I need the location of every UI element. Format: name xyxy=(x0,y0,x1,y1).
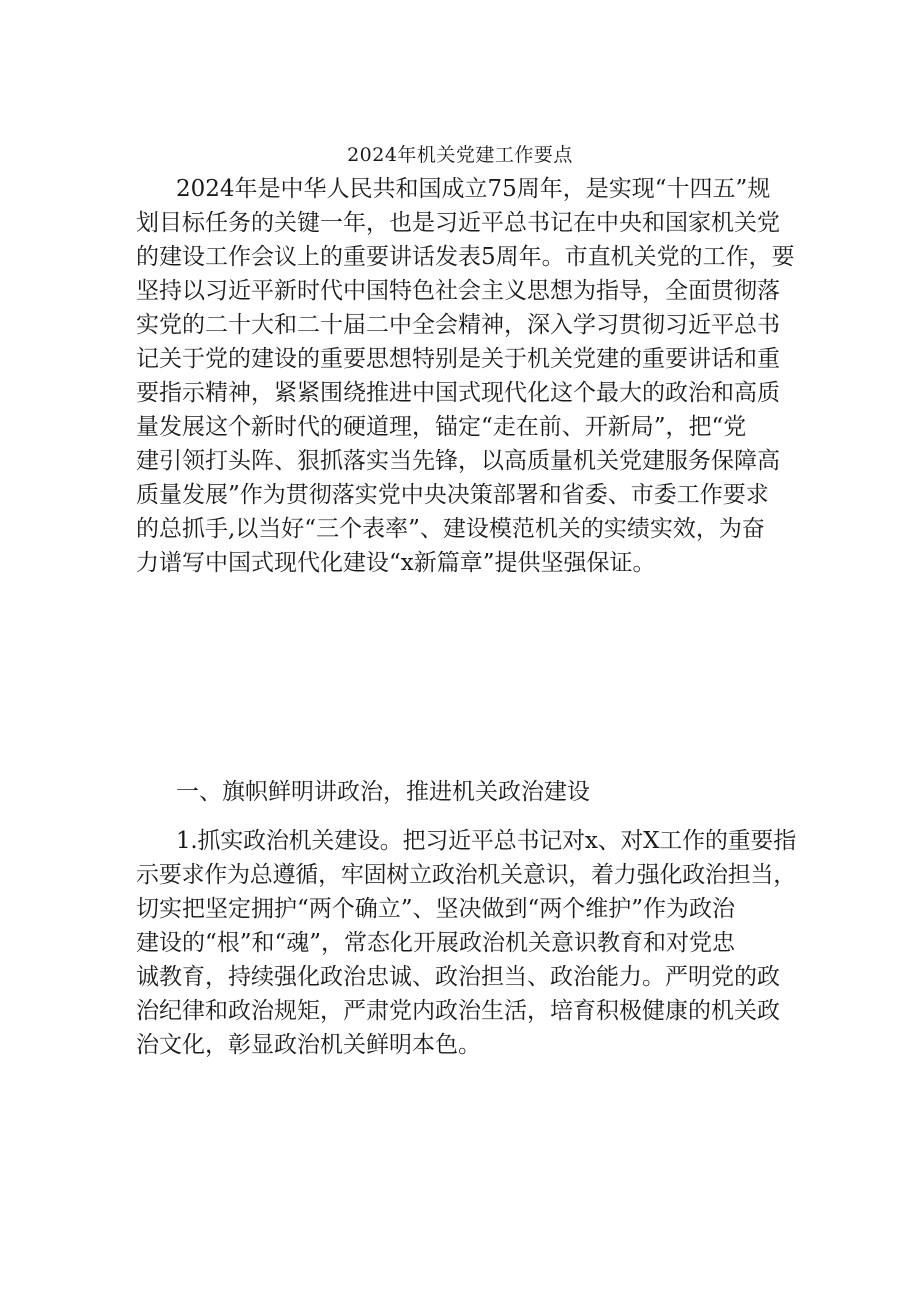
paragraph-line: 要指示精神，紧紧围绕推进中国式现代化这个最大的政治和高质 xyxy=(136,380,780,406)
paragraph-line: 量发展这个新时代的硬道理，锚定“走在前、开新局”，把“党 xyxy=(136,414,747,440)
paragraph-line: 诚教育，持续强化政治忠诚、政治担当、政治能力。严明党的政 xyxy=(136,964,780,990)
item-paragraph xyxy=(136,824,796,1062)
paragraph-line: 切实把坚定拥护“两个确立”、坚决做到“两个维护”作为政治 xyxy=(136,896,736,922)
paragraph-line: 2024年是中华人民共和国成立75周年，是实现“十四五”规 xyxy=(176,176,771,202)
paragraph-line: 记关于党的建设的重要思想特别是关于机关党建的重要讲话和重 xyxy=(136,346,780,372)
paragraph-line: 建设的“根”和“魂”，常态化开展政治机关意识教育和对党忠 xyxy=(136,930,736,956)
paragraph-line: 1.抓实政治机关建设。把习近平总书记对x、对X工作的重要指 xyxy=(176,828,796,854)
paragraph-line: 实党的二十大和二十届二中全会精神，深入学习贯彻习近平总书 xyxy=(136,312,780,338)
paragraph-line: 治文化，彰显政治机关鲜明本色。 xyxy=(136,1032,481,1058)
paragraph-line: 的总抓手,以当好“三个表率”、建设模范机关的实绩实效，为奋 xyxy=(136,516,765,542)
paragraph-line: 建引领打头阵、狠抓落实当先锋，以高质量机关党建服务保障高 xyxy=(136,448,780,474)
intro-paragraph xyxy=(136,172,795,580)
paragraph-line: 治纪律和政治规矩，严肃党内政治生活，培育积极健康的机关政 xyxy=(136,998,780,1024)
paragraph-line: 示要求作为总遵循，牢固树立政治机关意识，着力强化政治担当， xyxy=(136,862,796,888)
paragraph-line: 力谱写中国式现代化建设“x新篇章”提供坚强保证。 xyxy=(136,550,656,576)
paragraph-line: 质量发展”作为贯彻落实党中央决策部署和省委、市委工作要求 xyxy=(136,482,769,508)
document-title: 2024年机关党建工作要点 xyxy=(347,144,573,166)
paragraph-line: 划目标任务的关键一年，也是习近平总书记在中央和国家机关党 xyxy=(136,210,780,236)
section-heading: 一、旗帜鲜明讲政治，推进机关政治建设 xyxy=(176,779,590,805)
paragraph-line: 坚持以习近平新时代中国特色社会主义思想为指导，全面贯彻落 xyxy=(136,278,780,304)
paragraph-line: 的建设工作会议上的重要讲话发表5周年。市直机关党的工作，要 xyxy=(136,244,795,270)
